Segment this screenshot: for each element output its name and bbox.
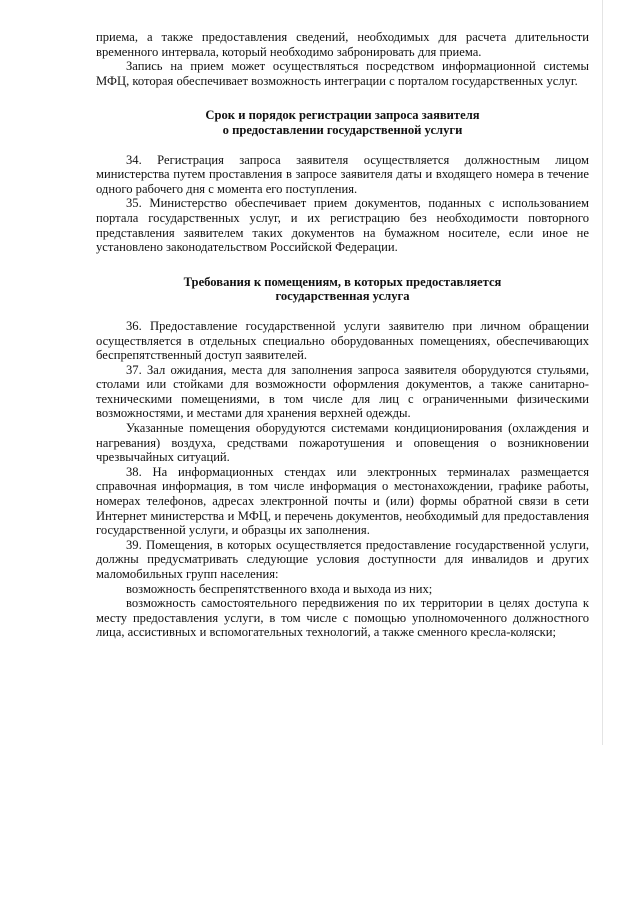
paragraph-38: 38. На информационных стендах или электронных терминалах размещается справочная информация, в том числе информация о местонахождении, графике работы, номерах телефонов, адресах электронной почты и (или) формы обратной связи в сети Интернет министерства и МФЦ, и перечень документов, необходимый для предоставления государственной услуги, и образцы их заполнения. xyxy=(96,464,589,538)
paragraph-equipment: Указанные помещения оборудуются системами кондиционирования (охлаждения и нагревания) воздуха, средствами пожаротушения и оповещения о возникновении чрезвычайных ситуаций. xyxy=(96,421,589,465)
heading-line-2: о предоставлении государственной услуги xyxy=(222,122,463,137)
paragraph-39: 39. Помещения, в которых осуществляется предоставление государственной услуги, должны предусматривать следующие условия доступности для инвалидов и других маломобильных групп населения: xyxy=(96,537,589,581)
section-heading-premises xyxy=(96,275,589,304)
document-page xyxy=(96,30,589,640)
heading-line-1: Требования к помещениям, в которых предоставляется xyxy=(183,274,502,289)
paragraph-37: 37. Зал ожидания, места для заполнения запроса заявителя оборудуются стульями, столами или стойками для возможности оформления документов, а также санитарно-техническими помещениями, в том числе для лиц с ограниченными физическими возможностями, и местами для хранения верхней одежды. xyxy=(96,362,589,421)
paragraph-entry-exit: возможность беспрепятственного входа и выхода из них; xyxy=(126,581,433,596)
heading-line-2: государственная услуга xyxy=(275,289,410,304)
paragraph-movement: возможность самостоятельного передвижения по их территории в целях доступа к месту предоставления услуги, в том числе с помощью уполномоченного должностного лица, ассистивных и вспомогательных технологий, а также сменного кресла-коляски; xyxy=(96,596,589,640)
paragraph-34: 34. Регистрация запроса заявителя осуществляется должностным лицом министерства путем проставления в запросе заявителя даты и входящего номера в течение одного рабочего дня с момента его поступления. xyxy=(96,152,589,196)
heading-line-1: Срок и порядок регистрации запроса заявителя xyxy=(205,108,480,123)
page-edge-line xyxy=(602,0,603,745)
section-heading-registration xyxy=(96,108,589,137)
paragraph-continuation: приема, а также предоставления сведений, необходимых для расчета длительности временного интервала, который необходимо забронировать для приема. xyxy=(96,30,589,59)
paragraph-mfc-booking: Запись на прием может осуществляться посредством информационной системы МФЦ, которая обеспечивает возможность интеграции с порталом государственных услуг. xyxy=(96,59,589,88)
paragraph-35: 35. Министерство обеспечивает прием документов, поданных с использованием портала государственных услуг, и их регистрацию без необходимости повторного представления заявителем таких документов на бумажном носителе, если иное не установлено законодательством Российской Федерации. xyxy=(96,196,589,255)
paragraph-36: 36. Предоставление государственной услуги заявителю при личном обращении осуществляется в отдельных специально оборудованных помещениях, обеспечивающих беспрепятственный доступ заявителей. xyxy=(96,318,589,363)
